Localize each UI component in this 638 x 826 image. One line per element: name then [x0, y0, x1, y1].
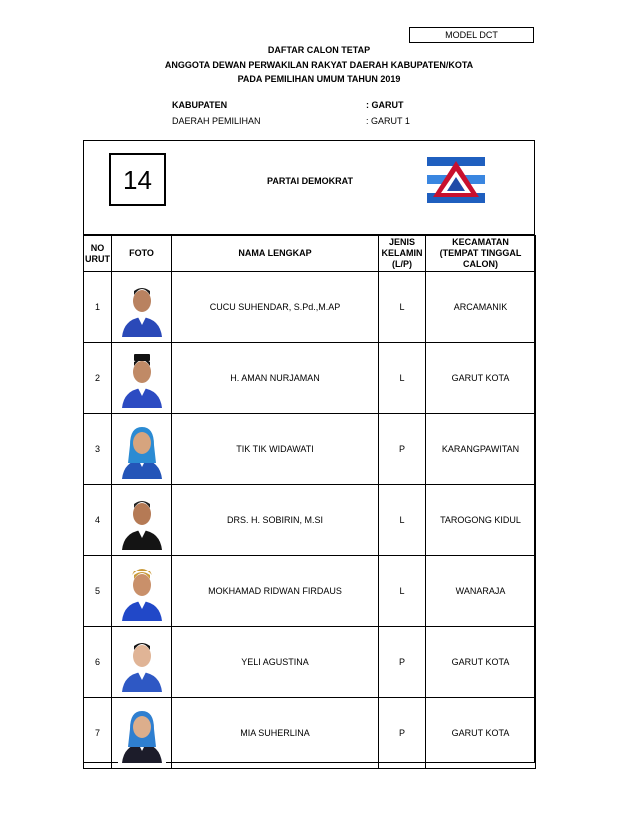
cell-kecamatan: GARUT KOTA — [426, 627, 536, 698]
col-header-jenis — [379, 236, 426, 272]
cell-nama: MOKHAMAD RIDWAN FIRDAUS — [172, 556, 379, 627]
candidate-table — [83, 235, 536, 769]
col-header-nama: NAMA LENGKAP — [172, 236, 379, 272]
cell-foto — [112, 556, 172, 627]
kabupaten-label: KABUPATEN — [172, 100, 228, 110]
col-header-foto: FOTO — [112, 236, 172, 272]
candidate-photo — [118, 703, 166, 763]
table-header-row — [84, 236, 536, 272]
cell-no: 3 — [84, 414, 112, 485]
cell-nama: TIK TIK WIDAWATI — [172, 414, 379, 485]
cell-foto — [112, 485, 172, 556]
party-number: 14 — [109, 153, 166, 206]
cell-foto — [112, 343, 172, 414]
party-name: PARTAI DEMOKRAT — [267, 176, 353, 186]
col-header-kecamatan — [426, 236, 536, 272]
table-row — [84, 698, 536, 769]
table-row — [84, 627, 536, 698]
cell-nama: DRS. H. SOBIRIN, M.SI — [172, 485, 379, 556]
candidate-photo — [118, 490, 166, 550]
col-header-kecamatan-line1: KECAMATAN — [452, 237, 509, 247]
table-row — [84, 343, 536, 414]
cell-jenis: P — [379, 698, 426, 769]
candidate-photo — [118, 348, 166, 408]
cell-no: 7 — [84, 698, 112, 769]
col-header-no — [84, 236, 112, 272]
cell-no: 2 — [84, 343, 112, 414]
col-header-kecamatan-line2: (TEMPAT TINGGAL CALON) — [439, 248, 522, 269]
cell-foto — [112, 698, 172, 769]
title-line-2: ANGGOTA DEWAN PERWAKILAN RAKYAT DAERAH KABUPATEN/KOTA — [164, 60, 474, 70]
cell-kecamatan: GARUT KOTA — [426, 343, 536, 414]
title-line-1: DAFTAR CALON TETAP — [267, 45, 371, 55]
cell-jenis: L — [379, 485, 426, 556]
cell-foto — [112, 272, 172, 343]
cell-jenis: P — [379, 414, 426, 485]
cell-nama: CUCU SUHENDAR, S.Pd.,M.AP — [172, 272, 379, 343]
cell-kecamatan: GARUT KOTA — [426, 698, 536, 769]
cell-nama: YELI AGUSTINA — [172, 627, 379, 698]
cell-no: 6 — [84, 627, 112, 698]
candidate-photo — [118, 419, 166, 479]
cell-kecamatan: KARANGPAWITAN — [426, 414, 536, 485]
cell-no: 4 — [84, 485, 112, 556]
dapil-label: DAERAH PEMILIHAN — [172, 116, 261, 126]
table-row — [84, 414, 536, 485]
model-label: MODEL DCT — [409, 27, 534, 43]
cell-no: 1 — [84, 272, 112, 343]
title-line-3: PADA PEMILIHAN UMUM TAHUN 2019 — [237, 74, 401, 84]
cell-no: 5 — [84, 556, 112, 627]
dapil-value: : GARUT 1 — [366, 116, 410, 126]
table-row — [84, 556, 536, 627]
cell-kecamatan: WANARAJA — [426, 556, 536, 627]
cell-jenis: L — [379, 343, 426, 414]
candidate-photo — [118, 561, 166, 621]
table-row — [84, 272, 536, 343]
col-header-jenis-line1: JENIS — [388, 237, 415, 247]
col-header-no-line1: NO — [90, 242, 105, 253]
col-header-jenis-line3: (L/P) — [392, 259, 412, 269]
cell-nama: MIA SUHERLINA — [172, 698, 379, 769]
cell-jenis: L — [379, 556, 426, 627]
col-header-jenis-line2: KELAMIN — [381, 248, 423, 258]
cell-kecamatan: ARCAMANIK — [426, 272, 536, 343]
cell-jenis: P — [379, 627, 426, 698]
candidate-photo — [118, 632, 166, 692]
cell-foto — [112, 627, 172, 698]
cell-kecamatan: TAROGONG KIDUL — [426, 485, 536, 556]
col-header-no-line2: URUT — [85, 253, 110, 264]
kabupaten-value: : GARUT — [366, 100, 404, 110]
table-row — [84, 485, 536, 556]
demokrat-logo-icon — [427, 157, 485, 203]
candidate-photo — [118, 277, 166, 337]
cell-foto — [112, 414, 172, 485]
cell-jenis: L — [379, 272, 426, 343]
cell-nama: H. AMAN NURJAMAN — [172, 343, 379, 414]
